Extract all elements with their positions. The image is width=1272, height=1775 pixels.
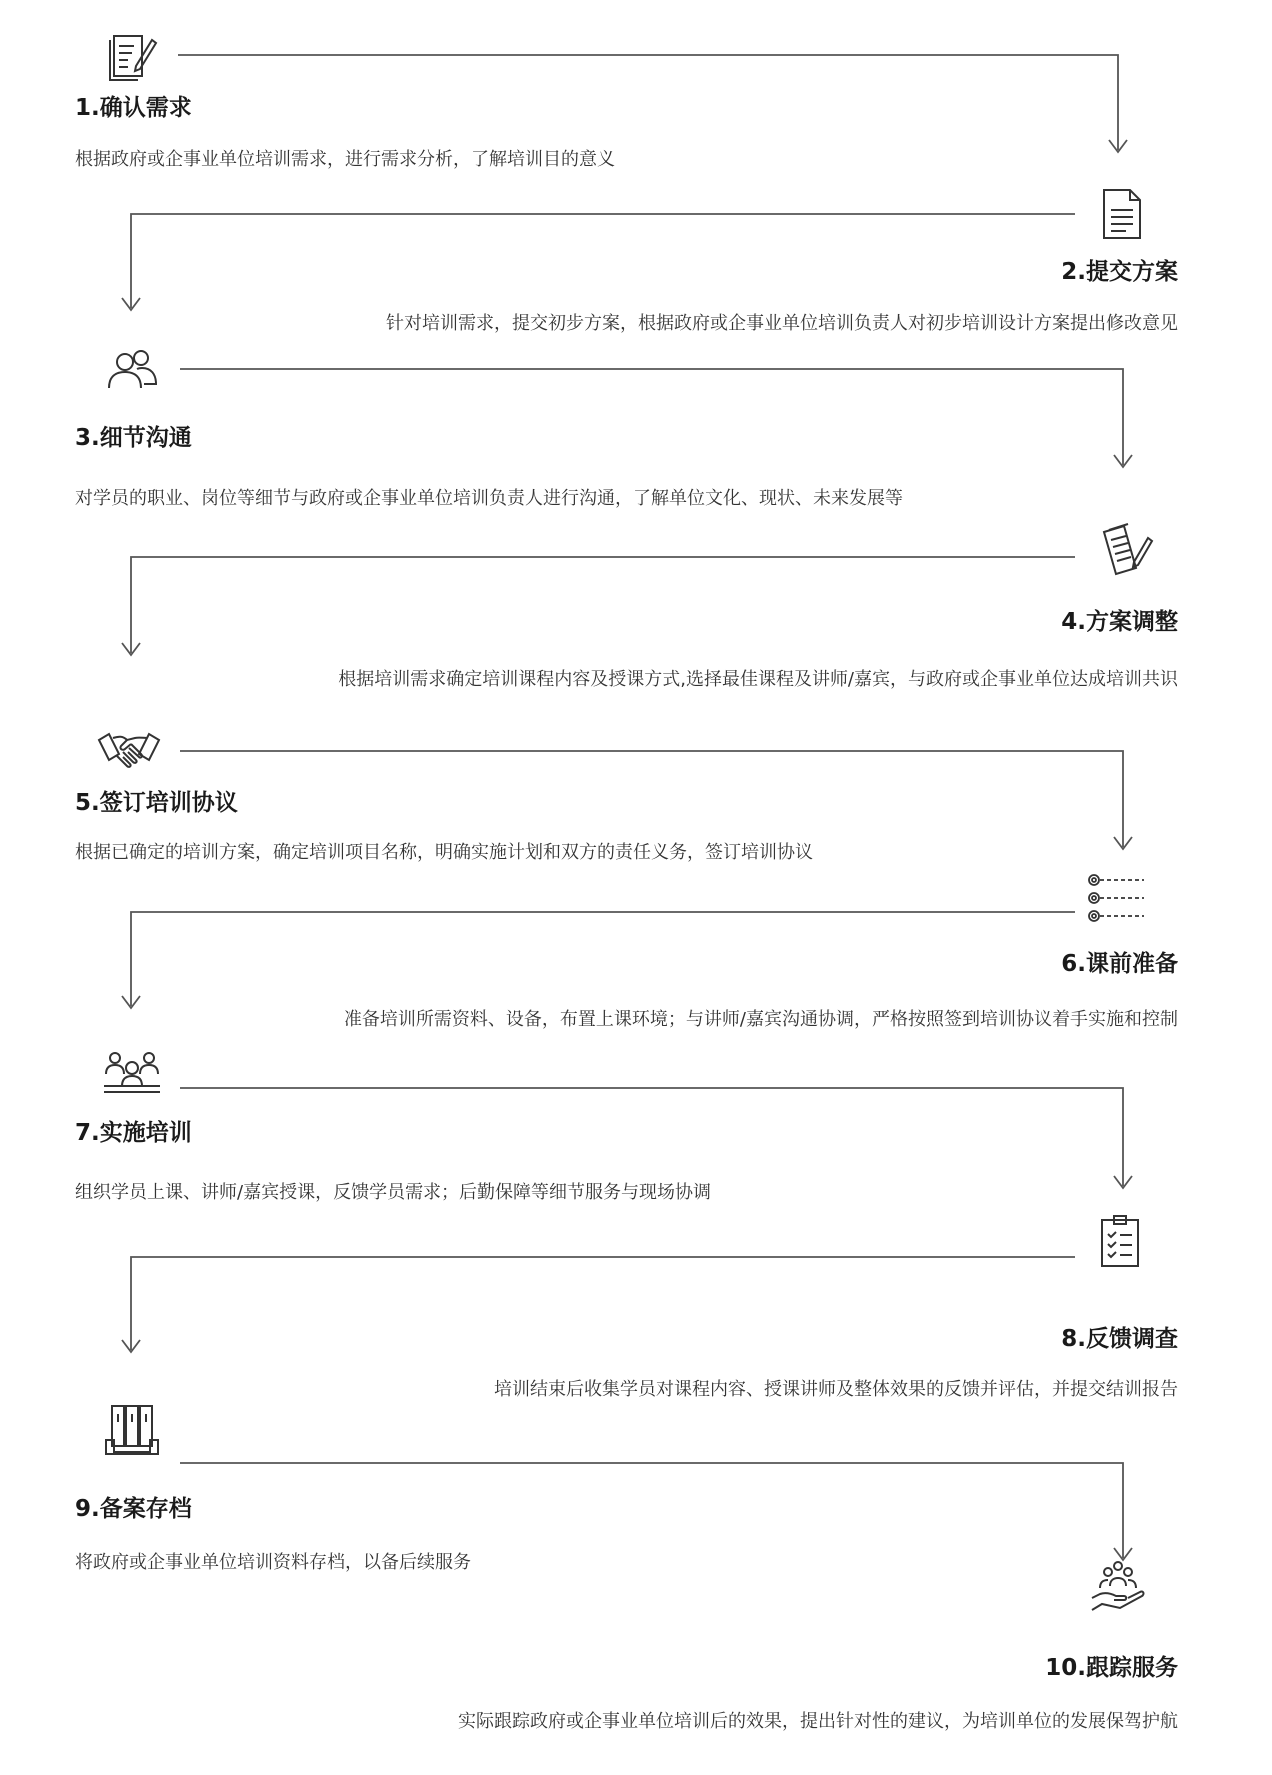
connector-3-4 <box>180 369 1123 465</box>
step-2-title: 2.提交方案 <box>1061 259 1178 285</box>
step-10-title: 10.跟踪服务 <box>1045 1655 1178 1681</box>
handshake-icon <box>97 722 161 778</box>
arrowhead-1-2 <box>1109 140 1127 152</box>
step-4-title: 4.方案调整 <box>1061 609 1178 635</box>
connector-5-6 <box>180 751 1123 847</box>
classroom-icon <box>102 1046 162 1102</box>
connector-7-8 <box>180 1088 1123 1186</box>
step-7-title: 7.实施培训 <box>75 1120 192 1146</box>
arrowhead-3-4 <box>1114 455 1132 467</box>
step-6-description: 准备培训所需资料、设备，布置上课环境；与讲师/嘉宾沟通协调，严格按照签到培训协议着手实施和控制 <box>343 1009 1178 1030</box>
checklist-dots-icon <box>1086 870 1146 926</box>
step-8-title: 8.反馈调查 <box>1061 1326 1178 1352</box>
connector-2-3 <box>131 214 1075 308</box>
clipboard-checklist-icon <box>1092 1212 1148 1268</box>
step-3-title: 3.细节沟通 <box>75 425 192 451</box>
step-8-description: 培训结束后收集学员对课程内容、授课讲师及整体效果的反馈并评估，并提交结训报告 <box>494 1379 1178 1400</box>
document-edit-icon <box>106 28 162 84</box>
people-icon <box>104 344 160 400</box>
arrowhead-8-9 <box>122 1340 140 1352</box>
step-6-title: 6.课前准备 <box>1061 951 1178 977</box>
step-5-title: 5.签订培训协议 <box>75 790 238 816</box>
step-2-description: 针对培训需求，提交初步方案，根据政府或企事业单位培训负责人对初步培训设计方案提出修改意见 <box>386 313 1178 334</box>
step-5-description: 根据已确定的培训方案，确定培训项目名称，明确实施计划和双方的责任义务，签订培训协议 <box>75 842 813 863</box>
step-7-description: 组织学员上课、讲师/嘉宾授课，反馈学员需求；后勤保障等细节服务与现场协调 <box>75 1182 712 1203</box>
connector-1-2 <box>178 55 1118 150</box>
connector-9-10 <box>180 1463 1123 1558</box>
step-4-description: 根据培训需求确定培训课程内容及授课方式,选择最佳课程及讲师/嘉宾，与政府或企事业单位达成培训共识 <box>338 669 1178 690</box>
step-10-description: 实际跟踪政府或企事业单位培训后的效果，提出针对性的建议，为培训单位的发展保驾护航 <box>458 1711 1178 1732</box>
arrowhead-7-8 <box>1114 1176 1132 1188</box>
arrowhead-4-5 <box>122 643 140 655</box>
step-9-description: 将政府或企事业单位培训资料存档，以备后续服务 <box>75 1552 471 1573</box>
step-1-title: 1.确认需求 <box>75 95 192 121</box>
arrowhead-5-6 <box>1114 837 1132 849</box>
connector-6-7 <box>131 912 1075 1006</box>
step-3-description: 对学员的职业、岗位等细节与政府或企事业单位培训负责人进行沟通，了解单位文化、现状、未来发展等 <box>75 488 903 509</box>
step-9-title: 9.备案存档 <box>75 1496 192 1522</box>
arrowhead-6-7 <box>122 996 140 1008</box>
archive-binders-icon <box>104 1400 160 1456</box>
document-icon <box>1094 186 1150 242</box>
step-1-description: 根据政府或企事业单位培训需求，进行需求分析，了解培训目的意义 <box>75 149 615 170</box>
hand-people-icon <box>1090 1558 1146 1614</box>
connector-8-9 <box>131 1257 1075 1350</box>
connector-4-5 <box>131 557 1075 653</box>
arrowhead-2-3 <box>122 298 140 310</box>
documents-pen-icon <box>1098 522 1154 578</box>
